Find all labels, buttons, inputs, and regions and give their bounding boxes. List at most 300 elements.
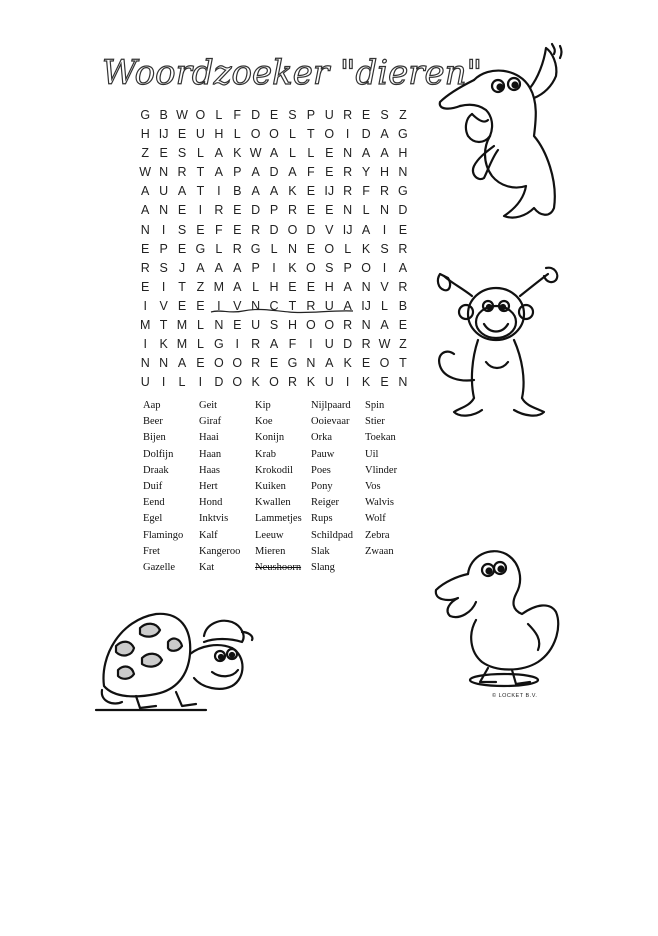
word-item: Stier <box>365 416 385 428</box>
grid-row <box>136 221 412 240</box>
grid-letter: I <box>143 298 147 313</box>
grid-letter: I <box>217 184 221 199</box>
grid-letter: N <box>159 203 169 218</box>
grid-letter: D <box>269 165 279 180</box>
word-item: Inktvis <box>199 513 229 525</box>
grid-letter: E <box>361 356 371 371</box>
grid-letter: D <box>306 222 316 237</box>
grid-letter: D <box>251 108 261 122</box>
grid-letter: A <box>325 356 334 371</box>
grid-letter: G <box>140 108 151 122</box>
grid-letter: W <box>176 108 188 122</box>
grid-letter: A <box>177 184 187 199</box>
grid-letter: E <box>177 241 187 256</box>
grid-letter: O <box>324 241 335 256</box>
word-list <box>143 398 415 576</box>
grid-letter: L <box>196 146 204 161</box>
word-item: Krab <box>255 448 276 460</box>
copyright-text: © LOCKET B.V. <box>492 693 538 699</box>
grid-letter: D <box>269 222 279 237</box>
grid-letter: S <box>159 260 168 275</box>
grid-letter: Z <box>399 337 407 352</box>
grid-letter: W <box>139 165 152 180</box>
grid-letter: I <box>382 260 387 275</box>
grid-letter: A <box>141 203 150 218</box>
grid-row <box>136 259 412 278</box>
word-item: Spin <box>365 400 385 411</box>
grid-letter: R <box>251 337 261 352</box>
word-item: Eend <box>143 497 165 509</box>
grid-letter: N <box>361 318 371 333</box>
word-item: Haan <box>199 448 222 460</box>
grid-letter: J <box>178 260 186 275</box>
grid-letter: L <box>178 375 186 390</box>
grid-letter: F <box>362 184 370 199</box>
grid-letter: IJ <box>361 298 371 313</box>
grid-letter: G <box>195 241 206 256</box>
grid-letter: K <box>306 375 316 390</box>
word-item: Hert <box>199 480 218 492</box>
grid-letter: G <box>287 356 298 371</box>
grid-letter: H <box>214 127 224 142</box>
word-item: Walvis <box>365 497 394 509</box>
grid-letter: O <box>361 260 371 275</box>
grid-row <box>136 201 412 220</box>
grid-letter: IJ <box>342 222 353 237</box>
grid-letter: A <box>141 184 150 199</box>
grid-letter: V <box>325 222 334 237</box>
word-column <box>143 398 199 576</box>
grid-letter: H <box>398 146 408 161</box>
grid-letter: R <box>379 184 389 199</box>
grid-letter: A <box>177 356 187 371</box>
grid-letter: E <box>196 298 205 313</box>
grid-letter: E <box>325 203 334 218</box>
grid-letter: U <box>195 127 205 142</box>
grid-letter: E <box>288 279 297 294</box>
grid-letter: K <box>361 375 371 390</box>
grid-letter: T <box>307 127 315 142</box>
grid-letter: K <box>251 375 260 390</box>
grid-letter: I <box>217 298 221 313</box>
word-item: Pauw <box>311 448 335 460</box>
grid-letter: R <box>343 165 353 180</box>
grid-letter: A <box>380 127 389 142</box>
grid-letter: K <box>343 356 352 371</box>
grid-letter: H <box>140 127 150 142</box>
grid-letter: L <box>288 146 296 161</box>
grid-letter: E <box>306 203 316 218</box>
word-item: Reiger <box>311 497 339 509</box>
word-item: Ooievaar <box>311 416 350 428</box>
grid-letter: N <box>343 146 353 161</box>
grid-letter: O <box>305 260 316 275</box>
grid-row <box>136 182 412 201</box>
grid-letter: D <box>343 337 353 352</box>
grid-letter: E <box>306 279 316 294</box>
grid-letter: R <box>251 356 261 371</box>
word-search-grid <box>136 106 412 392</box>
grid-letter: G <box>213 337 224 352</box>
word-item: Hond <box>199 497 223 509</box>
grid-letter: O <box>269 127 279 142</box>
grid-row <box>136 278 412 297</box>
grid-letter: T <box>288 298 297 313</box>
grid-letter: E <box>159 146 168 161</box>
word-item: Rups <box>311 513 333 525</box>
grid-letter: V <box>380 279 389 294</box>
word-item: Kwallen <box>255 497 291 509</box>
grid-letter: N <box>287 241 297 256</box>
word-item: Toekan <box>365 432 396 444</box>
word-item: Schildpad <box>311 529 353 541</box>
grid-letter: E <box>325 146 334 161</box>
word-item: Kalf <box>199 529 218 541</box>
word-item: Vos <box>365 480 381 492</box>
grid-letter: I <box>143 337 147 352</box>
word-item: Haas <box>199 464 220 476</box>
word-item: Leeuw <box>255 529 284 541</box>
grid-letter: I <box>198 203 203 218</box>
grid-letter: A <box>380 318 389 333</box>
word-item: Gazelle <box>143 561 176 573</box>
grid-letter: A <box>251 184 260 199</box>
grid-row <box>136 163 412 182</box>
grid-letter: H <box>379 165 389 180</box>
grid-letter: I <box>272 260 276 275</box>
grid-letter: A <box>233 260 242 275</box>
grid-letter: L <box>307 146 315 161</box>
word-column <box>311 398 365 576</box>
grid-letter: N <box>140 222 150 237</box>
word-item: Kip <box>255 400 271 411</box>
grid-letter: A <box>269 337 279 352</box>
dolphin-illustration <box>434 40 564 226</box>
grid-letter: M <box>176 337 188 352</box>
grid-letter: D <box>398 203 408 218</box>
word-item: Aap <box>143 400 161 411</box>
word-item: Orka <box>311 432 332 444</box>
grid-letter: V <box>159 298 168 313</box>
grid-letter: M <box>139 318 151 333</box>
word-item: Kangeroo <box>199 545 241 557</box>
grid-letter: I <box>309 337 313 352</box>
grid-letter: P <box>233 165 242 180</box>
grid-letter: A <box>196 260 205 275</box>
grid-letter: R <box>287 203 297 218</box>
turtle-illustration <box>96 606 256 716</box>
grid-letter: L <box>288 127 296 142</box>
grid-letter: I <box>198 375 203 390</box>
grid-letter: O <box>379 356 390 371</box>
grid-letter: A <box>398 260 408 275</box>
grid-letter: P <box>251 260 260 275</box>
grid-letter: H <box>269 279 279 294</box>
grid-letter: H <box>324 279 334 294</box>
word-item: Giraf <box>199 416 222 428</box>
grid-letter: A <box>214 260 223 275</box>
word-item: Draak <box>143 464 169 476</box>
grid-letter: M <box>176 318 188 333</box>
grid-letter: I <box>345 375 350 390</box>
grid-row <box>136 373 412 392</box>
grid-letter: I <box>161 279 166 294</box>
grid-letter: IJ <box>158 127 169 142</box>
grid-letter: D <box>251 203 261 218</box>
grid-letter: D <box>214 375 224 390</box>
grid-letter: U <box>251 318 261 333</box>
grid-letter: O <box>195 108 206 122</box>
grid-letter: L <box>252 279 260 294</box>
grid-letter: K <box>288 184 297 199</box>
grid-letter: G <box>398 184 408 199</box>
grid-letter: N <box>159 356 169 371</box>
found-word: Neushoorn <box>255 561 302 573</box>
grid-letter: S <box>380 108 389 122</box>
grid-letter: E <box>177 298 187 313</box>
grid-letter: T <box>159 318 168 333</box>
grid-row <box>136 240 412 259</box>
grid-letter: E <box>141 241 150 256</box>
grid-letter: A <box>380 146 389 161</box>
grid-letter: P <box>306 108 316 122</box>
word-column <box>199 398 255 576</box>
grid-letter: E <box>196 356 205 371</box>
word-item: Vlinder <box>365 464 398 476</box>
word-item: Lammetjes <box>255 513 302 525</box>
grid-letter: M <box>213 279 225 294</box>
grid-letter: H <box>287 318 297 333</box>
grid-letter: W <box>378 337 391 352</box>
grid-letter: R <box>343 318 353 333</box>
grid-letter: T <box>178 279 186 294</box>
grid-letter: E <box>398 318 408 333</box>
word-item: Poes <box>311 464 331 476</box>
grid-letter: T <box>399 356 407 371</box>
page-title <box>92 44 483 104</box>
grid-letter: O <box>232 375 243 390</box>
word-item: Uil <box>365 448 379 460</box>
grid-letter: U <box>159 184 169 199</box>
grid-letter: IJ <box>324 184 335 199</box>
grid-letter: D <box>361 127 371 142</box>
grid-letter: N <box>140 356 150 371</box>
grid-letter: T <box>196 184 205 199</box>
grid-letter: U <box>324 108 334 122</box>
grid-letter: F <box>307 165 315 180</box>
grid-letter: E <box>325 165 334 180</box>
grid-letter: K <box>233 146 242 161</box>
grid-letter: A <box>269 184 279 199</box>
grid-letter: I <box>382 222 387 237</box>
grid-letter: G <box>398 127 408 142</box>
word-item: Nijlpaard <box>311 400 351 411</box>
grid-letter: E <box>380 375 389 390</box>
grid-row <box>136 106 412 125</box>
grid-letter: S <box>325 260 334 275</box>
grid-letter: I <box>235 337 239 352</box>
grid-letter: R <box>398 241 408 256</box>
grid-letter: U <box>324 298 334 313</box>
grid-letter: L <box>362 203 370 218</box>
grid-letter: O <box>324 318 335 333</box>
grid-letter: L <box>215 241 223 256</box>
grid-letter: T <box>196 165 205 180</box>
grid-letter: A <box>214 165 223 180</box>
word-item: Zebra <box>365 529 390 541</box>
word-item: Pony <box>311 480 333 492</box>
grid-letter: L <box>196 318 204 333</box>
grid-letter: E <box>177 203 187 218</box>
word-item: Mieren <box>255 545 286 557</box>
grid-letter: L <box>344 241 352 256</box>
monkey-illustration <box>430 262 562 428</box>
grid-letter: L <box>233 127 241 142</box>
grid-letter: E <box>306 241 316 256</box>
grid-letter: A <box>343 279 352 294</box>
word-item: Krokodil <box>255 464 293 476</box>
grid-letter: S <box>177 146 187 161</box>
grid-letter: Z <box>141 146 150 161</box>
grid-letter: R <box>361 337 371 352</box>
grid-letter: L <box>196 337 204 352</box>
grid-letter: E <box>233 318 242 333</box>
grid-letter: L <box>215 108 223 122</box>
grid-letter: W <box>249 146 262 161</box>
grid-letter: Z <box>196 279 205 294</box>
grid-letter: S <box>269 318 279 333</box>
grid-letter: L <box>381 298 388 313</box>
grid-letter: O <box>287 222 298 237</box>
grid-letter: N <box>159 165 169 180</box>
grid-letter: O <box>213 356 224 371</box>
grid-letter: R <box>343 108 353 122</box>
grid-letter: O <box>305 318 316 333</box>
grid-letter: C <box>269 298 279 313</box>
word-item: Kat <box>199 561 215 573</box>
word-column <box>365 398 415 576</box>
grid-letter: A <box>288 165 297 180</box>
grid-letter: V <box>233 298 242 313</box>
grid-letter: A <box>343 298 352 313</box>
word-item: Haai <box>199 432 219 444</box>
grid-row <box>136 144 412 163</box>
duck-illustration <box>432 540 564 690</box>
word-item: Egel <box>143 513 163 525</box>
grid-letter: I <box>161 375 166 390</box>
grid-letter: E <box>398 222 408 237</box>
grid-row <box>136 125 412 144</box>
grid-letter: B <box>159 108 168 122</box>
grid-letter: E <box>196 222 205 237</box>
grid-letter: B <box>233 184 242 199</box>
grid-letter: Z <box>399 108 407 122</box>
grid-letter: P <box>343 260 352 275</box>
grid-letter: P <box>159 241 168 256</box>
word-item: Konijn <box>255 432 285 444</box>
grid-letter: U <box>140 375 150 390</box>
word-item: Koe <box>255 416 273 428</box>
grid-row <box>136 335 412 354</box>
grid-letter: F <box>233 108 242 122</box>
grid-letter: A <box>233 279 242 294</box>
grid-letter: E <box>177 127 187 142</box>
word-item: Slang <box>311 561 335 573</box>
grid-letter: E <box>141 279 150 294</box>
grid-letter: E <box>269 108 279 122</box>
word-item: Fret <box>143 545 160 557</box>
found-word-strike <box>209 307 355 315</box>
grid-letter: E <box>269 356 279 371</box>
word-item: Duif <box>143 480 163 492</box>
grid-letter: R <box>214 203 224 218</box>
grid-letter: U <box>324 375 334 390</box>
word-item: Slak <box>311 545 330 557</box>
grid-letter: E <box>306 184 316 199</box>
grid-letter: N <box>398 165 408 180</box>
grid-letter: N <box>343 203 353 218</box>
grid-letter: N <box>251 298 261 313</box>
grid-letter: R <box>287 375 297 390</box>
grid-letter: R <box>306 298 316 313</box>
word-column <box>255 398 311 576</box>
grid-letter: L <box>270 241 278 256</box>
grid-letter: K <box>159 337 168 352</box>
grid-letter: O <box>269 375 279 390</box>
grid-letter: N <box>306 356 316 371</box>
grid-letter: I <box>161 222 166 237</box>
grid-letter: N <box>361 279 371 294</box>
grid-letter: A <box>251 165 260 180</box>
grid-letter: I <box>345 127 350 142</box>
grid-letter: B <box>398 298 408 313</box>
grid-letter: R <box>251 222 261 237</box>
grid-letter: K <box>288 260 297 275</box>
grid-letter: N <box>379 203 389 218</box>
word-item: Dolfijn <box>143 448 174 460</box>
grid-letter: U <box>324 337 334 352</box>
grid-row <box>136 354 412 373</box>
grid-letter: P <box>269 203 279 218</box>
grid-letter: A <box>269 146 279 161</box>
grid-letter: E <box>233 222 242 237</box>
grid-letter: O <box>324 127 335 142</box>
grid-letter: S <box>380 241 389 256</box>
word-item: Geit <box>199 400 218 411</box>
title-text: Woordzoeker "dieren" <box>102 53 483 93</box>
grid-letter: F <box>288 337 297 352</box>
grid-letter: S <box>288 108 297 122</box>
grid-letter: G <box>250 241 261 256</box>
grid-letter: A <box>361 146 371 161</box>
grid-letter: R <box>398 279 408 294</box>
grid-letter: O <box>232 356 243 371</box>
word-item: Beer <box>143 416 163 428</box>
word-item: Kuiken <box>255 480 286 492</box>
grid-letter: N <box>398 375 408 390</box>
grid-letter: R <box>343 184 353 199</box>
grid-letter: A <box>361 222 371 237</box>
word-item: Wolf <box>365 513 386 525</box>
grid-letter: A <box>214 146 223 161</box>
word-item: Flamingo <box>143 529 184 541</box>
grid-letter: S <box>177 222 187 237</box>
grid-letter: E <box>233 203 242 218</box>
grid-letter: O <box>250 127 261 142</box>
word-item: Bijen <box>143 432 166 444</box>
grid-letter: Y <box>361 165 371 180</box>
grid-letter: N <box>214 318 224 333</box>
